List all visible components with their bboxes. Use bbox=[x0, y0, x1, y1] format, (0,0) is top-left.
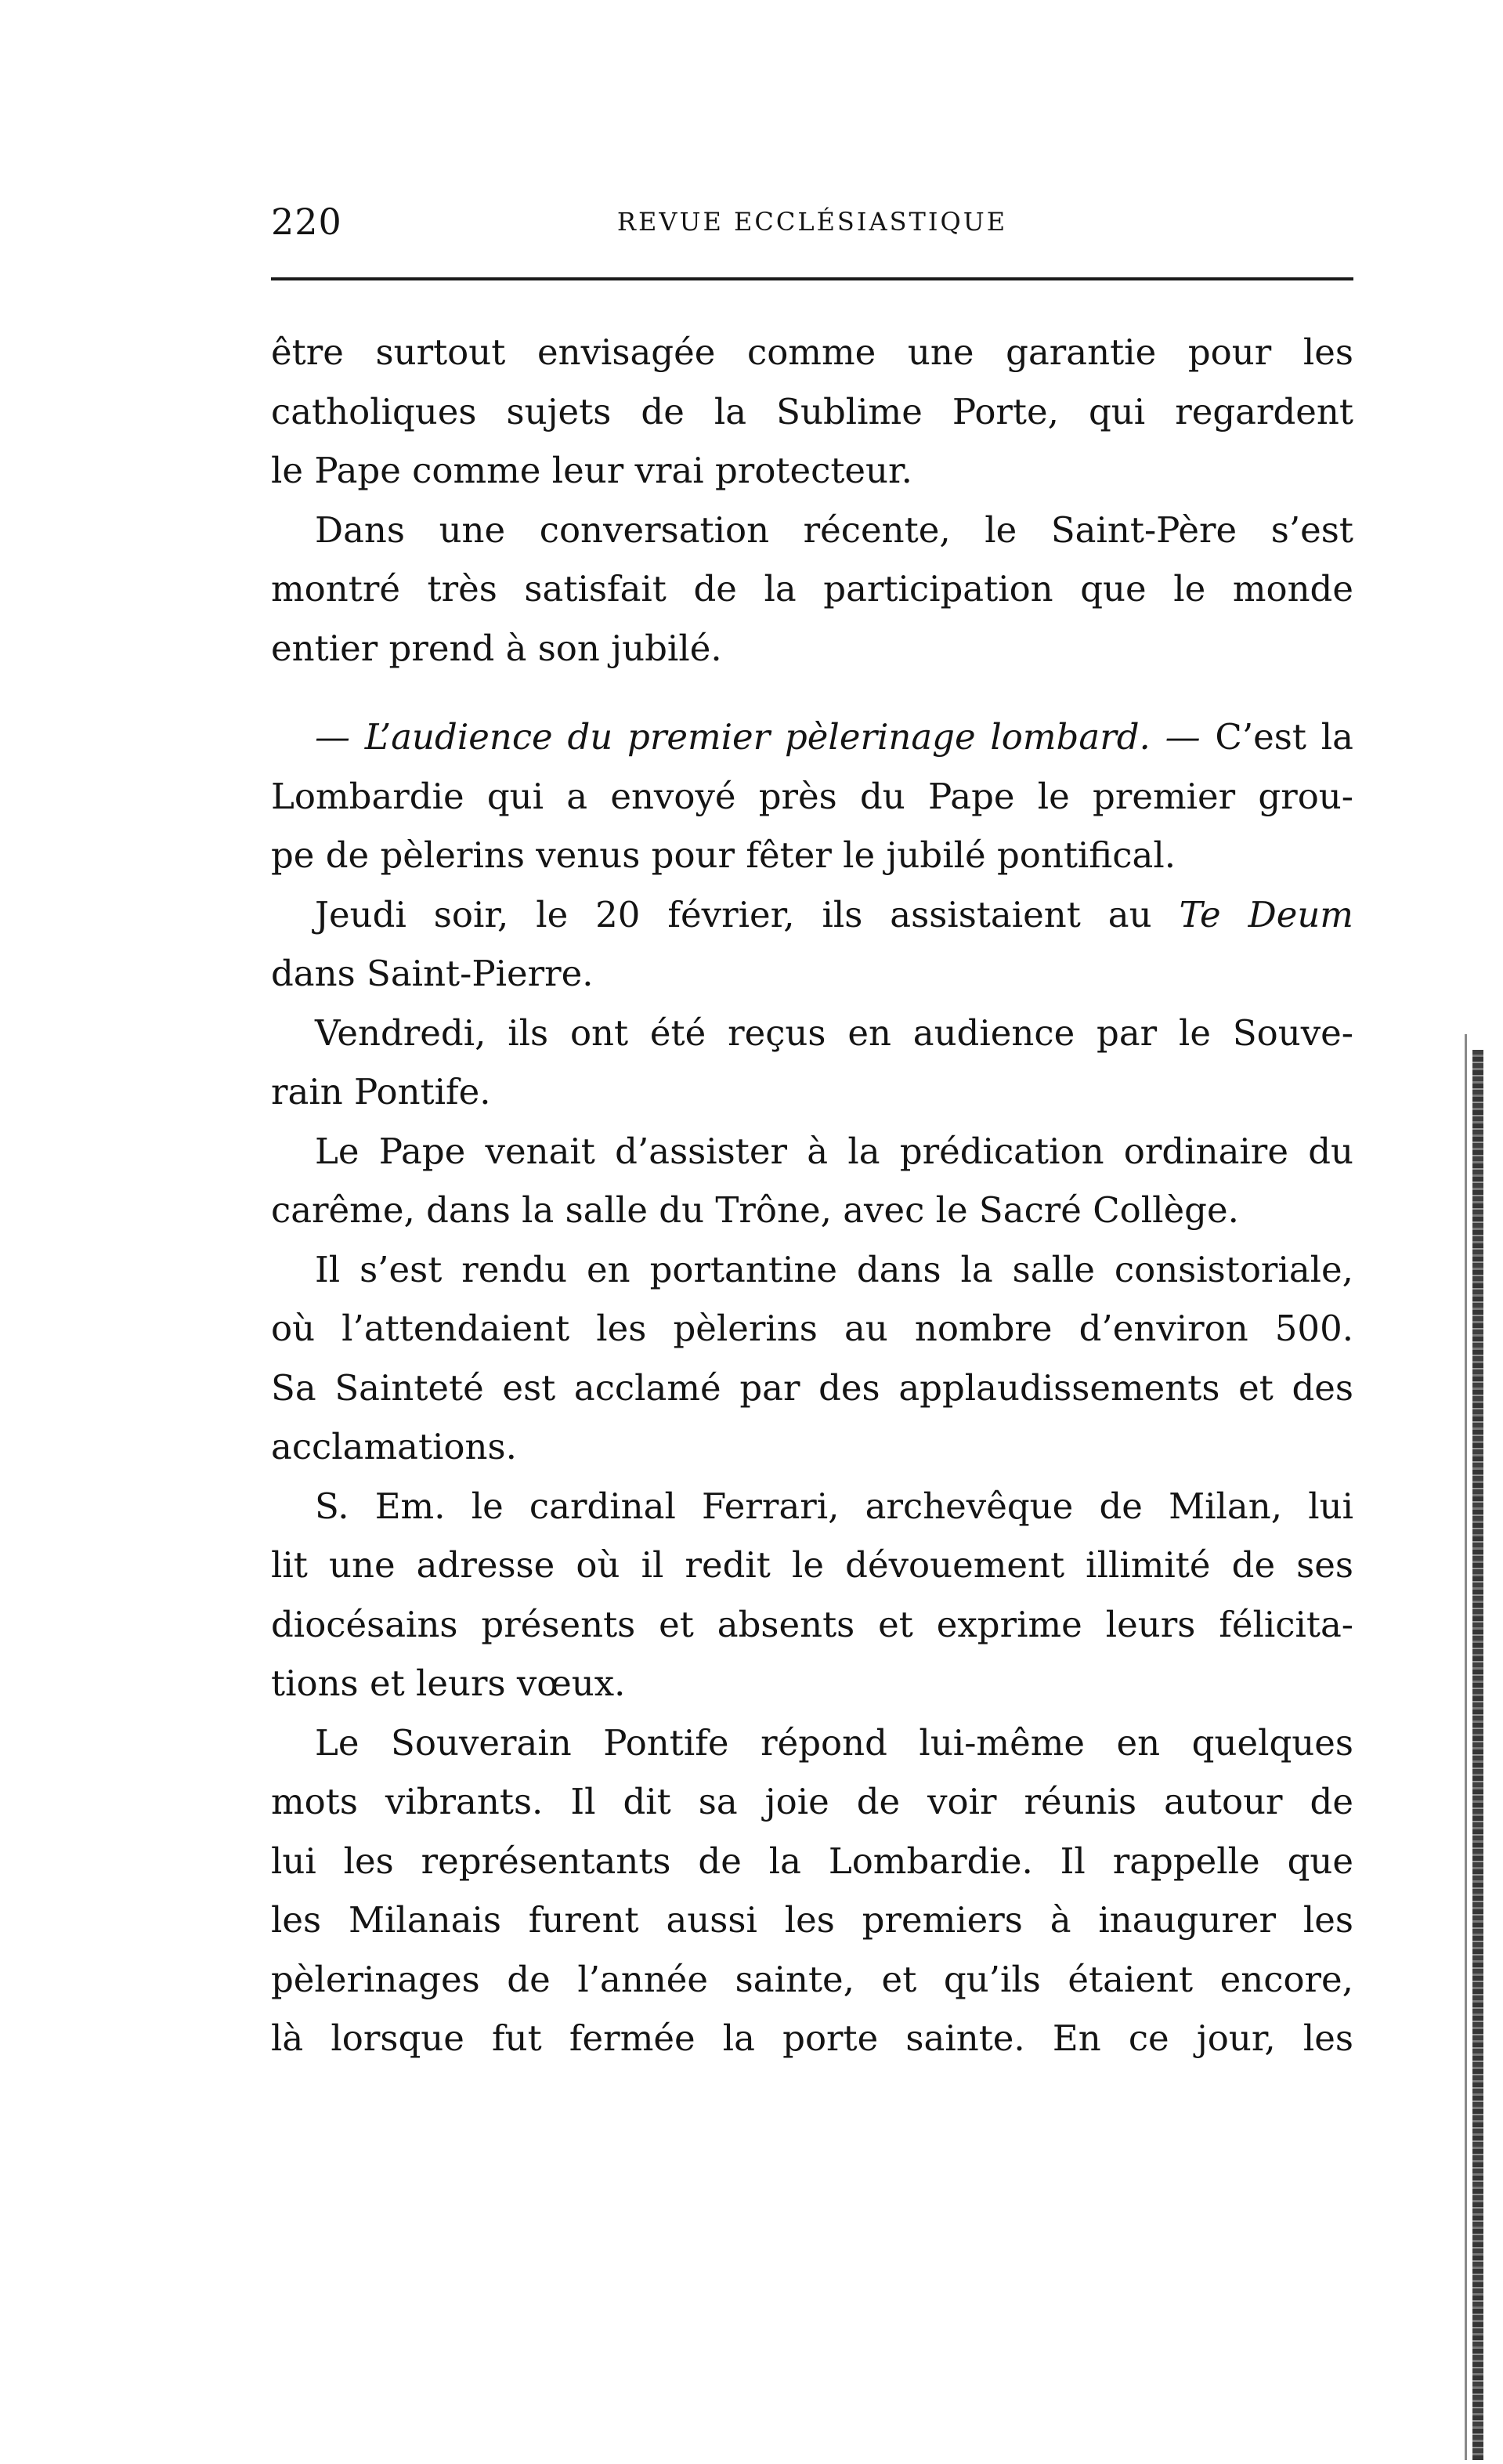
section-heading: — L’audience du premier pèlerinage lombard. — bbox=[315, 716, 1201, 758]
text-line: le Pape comme leur vrai protecteur. bbox=[271, 450, 912, 491]
text-line: acclamations. bbox=[271, 1426, 517, 1467]
te-deum: Te Deum bbox=[1179, 893, 1353, 935]
text-line: catholiques sujets de la Sublime Porte, qui regardent bbox=[271, 390, 1353, 432]
scan-page-edge bbox=[1472, 1050, 1483, 2460]
running-head bbox=[271, 194, 1353, 249]
header-rule bbox=[271, 277, 1353, 280]
paragraph-gap bbox=[271, 678, 1353, 707]
text-line: diocésains présents et absents et exprime leurs félicita- bbox=[271, 1603, 1353, 1645]
scan-edge-line bbox=[1465, 1034, 1467, 2460]
text-line: rain Pontife. bbox=[271, 1071, 491, 1113]
body-text bbox=[271, 323, 1353, 2068]
text-line: être surtout envisagée comme une garantie pour les bbox=[271, 331, 1353, 373]
page-number: 220 bbox=[271, 201, 342, 243]
te-deum-line bbox=[271, 885, 1353, 945]
text-line: dans Saint-Pierre. bbox=[271, 953, 594, 994]
text-line: Vendredi, ils ont été reçus en audience par le Souve- bbox=[315, 1011, 1353, 1054]
text-line: Lombardie qui a envoyé près du Pape le premier grou- bbox=[271, 775, 1353, 817]
text-line: Sa Sainteté est acclamé par des applaudissements et des bbox=[271, 1366, 1353, 1409]
text-line: lit une adresse où il redit le dévouement illimité de ses bbox=[271, 1544, 1353, 1586]
text-line: pe de pèlerins venus pour fêter le jubilé pontifical. bbox=[271, 834, 1176, 876]
text-line: Dans une conversation récente, le Saint-Père s’est bbox=[315, 508, 1353, 551]
text-line: entier prend à son jubilé. bbox=[271, 627, 722, 669]
text-line: C’est la bbox=[1215, 716, 1353, 758]
journal-title: REVUE ECCLÉSIASTIQUE bbox=[616, 207, 1008, 237]
text-line: Le Souverain Pontife répond lui-même en quelques bbox=[315, 1721, 1353, 1764]
text-line: S. Em. le cardinal Ferrari, archevêque de Milan, lui bbox=[315, 1485, 1353, 1527]
text-line: Il s’est rendu en portantine dans la salle consistoriale, bbox=[315, 1248, 1353, 1290]
text-line: où l’attendaient les pèlerins au nombre d’environ 500. bbox=[271, 1308, 1353, 1349]
text-line: montré très satisfait de la participation que le monde bbox=[271, 568, 1353, 610]
text-line: Le Pape venait d’assister à la prédication ordinaire du bbox=[315, 1130, 1353, 1172]
text-line: pèlerinages de l’année sainte, et qu’ils étaient encore, bbox=[271, 1958, 1353, 2000]
text-line: carême, dans la salle du Trône, avec le Sacré Collège. bbox=[271, 1189, 1239, 1231]
text-line: mots vibrants. Il dit sa joie de voir réunis autour de bbox=[271, 1781, 1353, 1822]
text-line: tions et leurs vœux. bbox=[271, 1663, 626, 1704]
section-heading-line bbox=[271, 707, 1353, 767]
text-line: lui les représentants de la Lombardie. Il rappelle que bbox=[271, 1840, 1353, 1882]
text-line: Jeudi soir, le 20 février, ils assistaient au bbox=[315, 893, 1152, 935]
text-line: les Milanais furent aussi les premiers à inaugurer les bbox=[271, 1899, 1353, 1941]
text-line: là lorsque fut fermée la porte sainte. En ce jour, les bbox=[271, 2017, 1353, 2059]
